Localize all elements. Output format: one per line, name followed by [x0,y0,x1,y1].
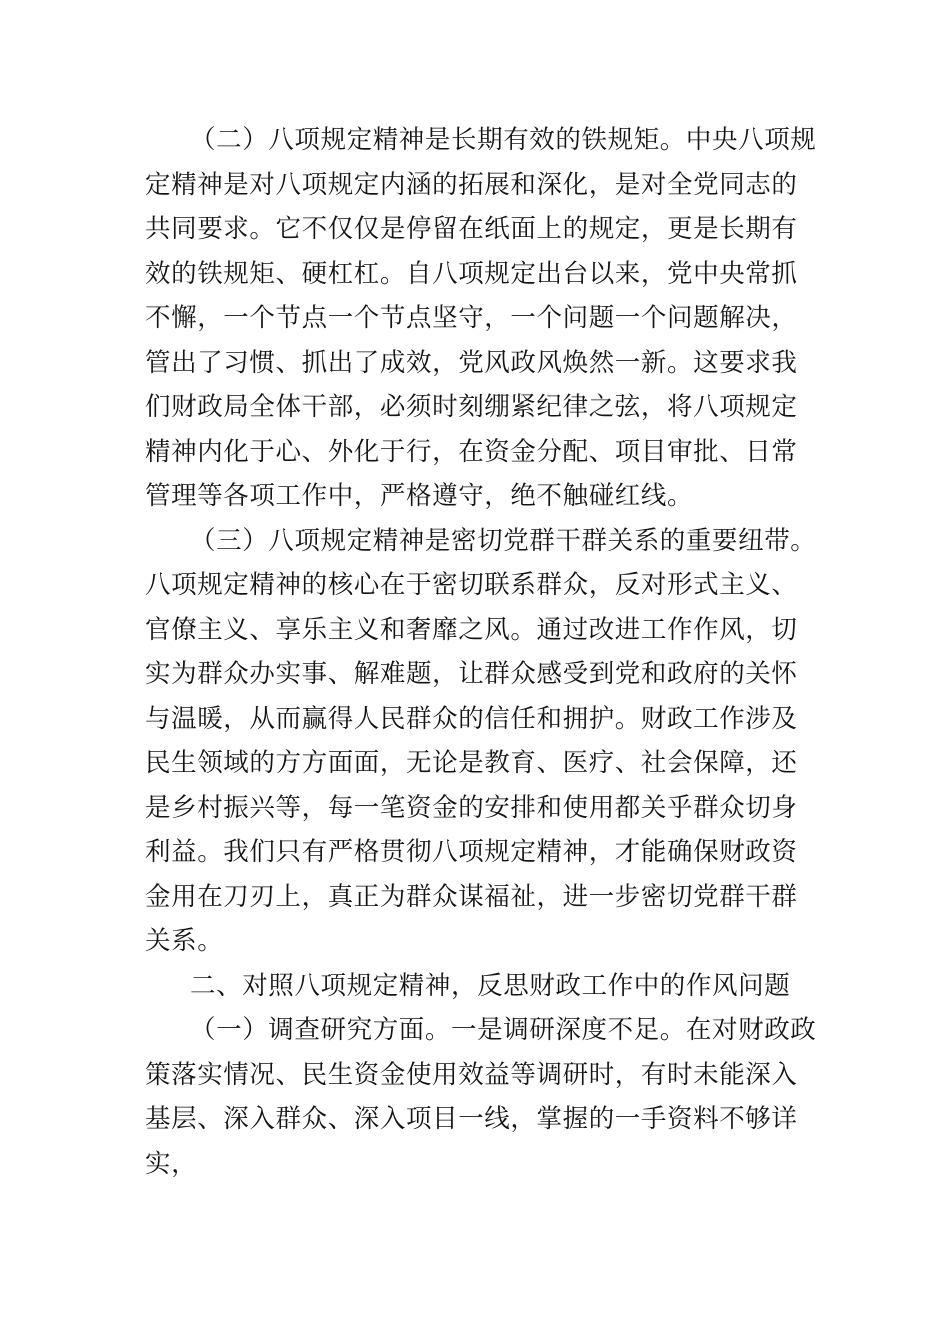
text-line: 是乡村振兴等，每一笔资金的安排和使用都关乎群众切身 [145,793,798,823]
text-line: 利益。我们只有严格贯彻八项规定精神，才能确保财政资 [145,837,798,867]
subsection-1-heading-line: （一）调查研究方面。一是调研深度不足。在对财政政 [190,1015,817,1045]
text-line: 与温暖，从而赢得人民群众的信任和拥护。财政工作涉及 [145,704,798,734]
text-line: 精神内化于心、外化于行，在资金分配、项目审批、日常 [145,437,798,467]
text-line: 共同要求。它不仅仅是停留在纸面上的规定，更是长期有 [145,214,798,244]
text-line: 实为群众办实事、解难题，让群众感受到党和政府的关怀 [145,659,798,689]
text-line: 管出了习惯、抓出了成效，党风政风焕然一新。这要求我 [145,348,798,378]
text-line: 官僚主义、享乐主义和奢靡之风。通过改进工作作风，切 [145,615,798,645]
text-line: 民生领域的方方面面，无论是教育、医疗、社会保障，还 [145,748,798,778]
text-line: 金用在刀刃上，真正为群众谋福祉，进一步密切党群干群 [145,882,798,912]
text-line: 八项规定精神的核心在于密切联系群众，反对形式主义、 [145,570,798,600]
text-line: 实， [145,1149,198,1179]
text-line: 定精神是对八项规定内涵的拓展和深化，是对全党同志的 [145,170,798,200]
text-line: 不懈，一个节点一个节点坚守，一个问题一个问题解决， [145,303,798,333]
text-line: 管理等各项工作中，严格遵守，绝不触碰红线。 [145,481,694,511]
text-line: 们财政局全体干部，必须时刻绷紧纪律之弦，将八项规定 [145,392,798,422]
paragraph-2-heading-line: （二）八项规定精神是长期有效的铁规矩。中央八项规 [190,125,817,155]
paragraph-3-heading-line: （三）八项规定精神是密切党群干群关系的重要纽带。 [190,526,817,556]
text-line: 效的铁规矩、硬杠杠。自八项规定出台以来，党中央常抓 [145,259,798,289]
text-line: 基层、深入群众、深入项目一线，掌握的一手资料不够详 [145,1104,798,1134]
section-2-heading: 二、对照八项规定精神，反思财政工作中的作风问题 [190,971,791,1001]
text-line: 关系。 [145,926,224,956]
text-line: 策落实情况、民生资金使用效益等调研时，有时未能深入 [145,1060,798,1090]
